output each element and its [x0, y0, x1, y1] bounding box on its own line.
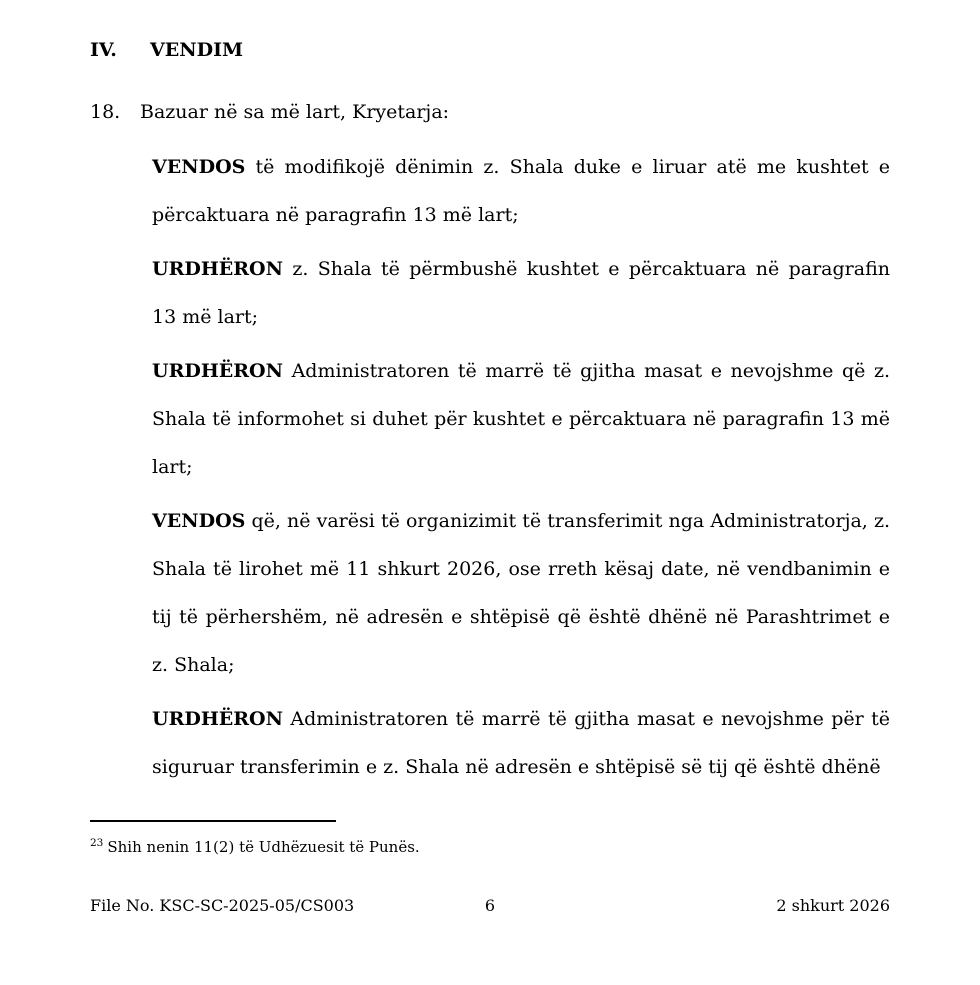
- ruling-paragraph-vendos-2: [152, 497, 890, 689]
- ruling-text: të modifikojë dënimin z. Shala duke e liruar atë me kushtet e përcaktuara në paragrafin 13 më lart;: [152, 156, 890, 226]
- footer-file-number: File No. KSC-SC-2025-05/CS003: [90, 896, 355, 915]
- paragraph-18: [90, 88, 890, 136]
- page-footer: [90, 896, 890, 916]
- footnote-text: Shih nenin 11(2) të Udhëzuesit të Punës.: [107, 838, 420, 856]
- paragraph-number: 18.: [90, 101, 121, 123]
- footnote-marker: 23: [90, 837, 104, 849]
- footer-date: 2 shkurt 2026: [776, 896, 891, 915]
- footnote: [90, 836, 420, 858]
- ruling-lead: URDHËRON: [152, 360, 283, 382]
- section-title: VENDIM: [150, 39, 243, 61]
- ruling-paragraph-urdheron-2: [152, 347, 890, 491]
- ruling-text: z. Shala të përmbushë kushtet e përcaktuara në paragrafin 13 më lart;: [152, 258, 890, 328]
- section-heading: [90, 26, 890, 74]
- ruling-text: Administratoren të marrë të gjitha masat e nevojshme për të siguruar transferimin e z. Shala në adresën e shtëpisë së tij që është dhënë: [152, 708, 890, 778]
- ruling-paragraph-urdheron-1: [152, 245, 890, 341]
- ruling-lead: VENDOS: [152, 156, 246, 178]
- paragraph-text: Bazuar në sa më lart, Kryetarja:: [140, 101, 450, 123]
- ruling-text: Administratoren të marrë të gjitha masat e nevojshme që z. Shala të informohet si duhet për kushtet e përcaktuara në paragrafin 13 më lart;: [152, 360, 890, 478]
- ruling-lead: VENDOS: [152, 510, 246, 532]
- ruling-paragraph-urdheron-3: [152, 695, 890, 791]
- footnote-separator: [90, 820, 336, 822]
- ruling-text: që, në varësi të organizimit të transferimit nga Administratorja, z. Shala të lirohet më 11 shkurt 2026, ose rreth kësaj date, në vendbanimin e tij të përhershëm, në adresën e shtëpisë që është dhënë në Parashtrimet e z. Shala;: [152, 510, 891, 676]
- ruling-lead: URDHËRON: [152, 708, 283, 730]
- ruling-lead: URDHËRON: [152, 258, 283, 280]
- ruling-paragraph-vendos-1: [152, 143, 890, 239]
- section-number: IV.: [90, 39, 117, 61]
- footer-page-number: 6: [484, 896, 496, 915]
